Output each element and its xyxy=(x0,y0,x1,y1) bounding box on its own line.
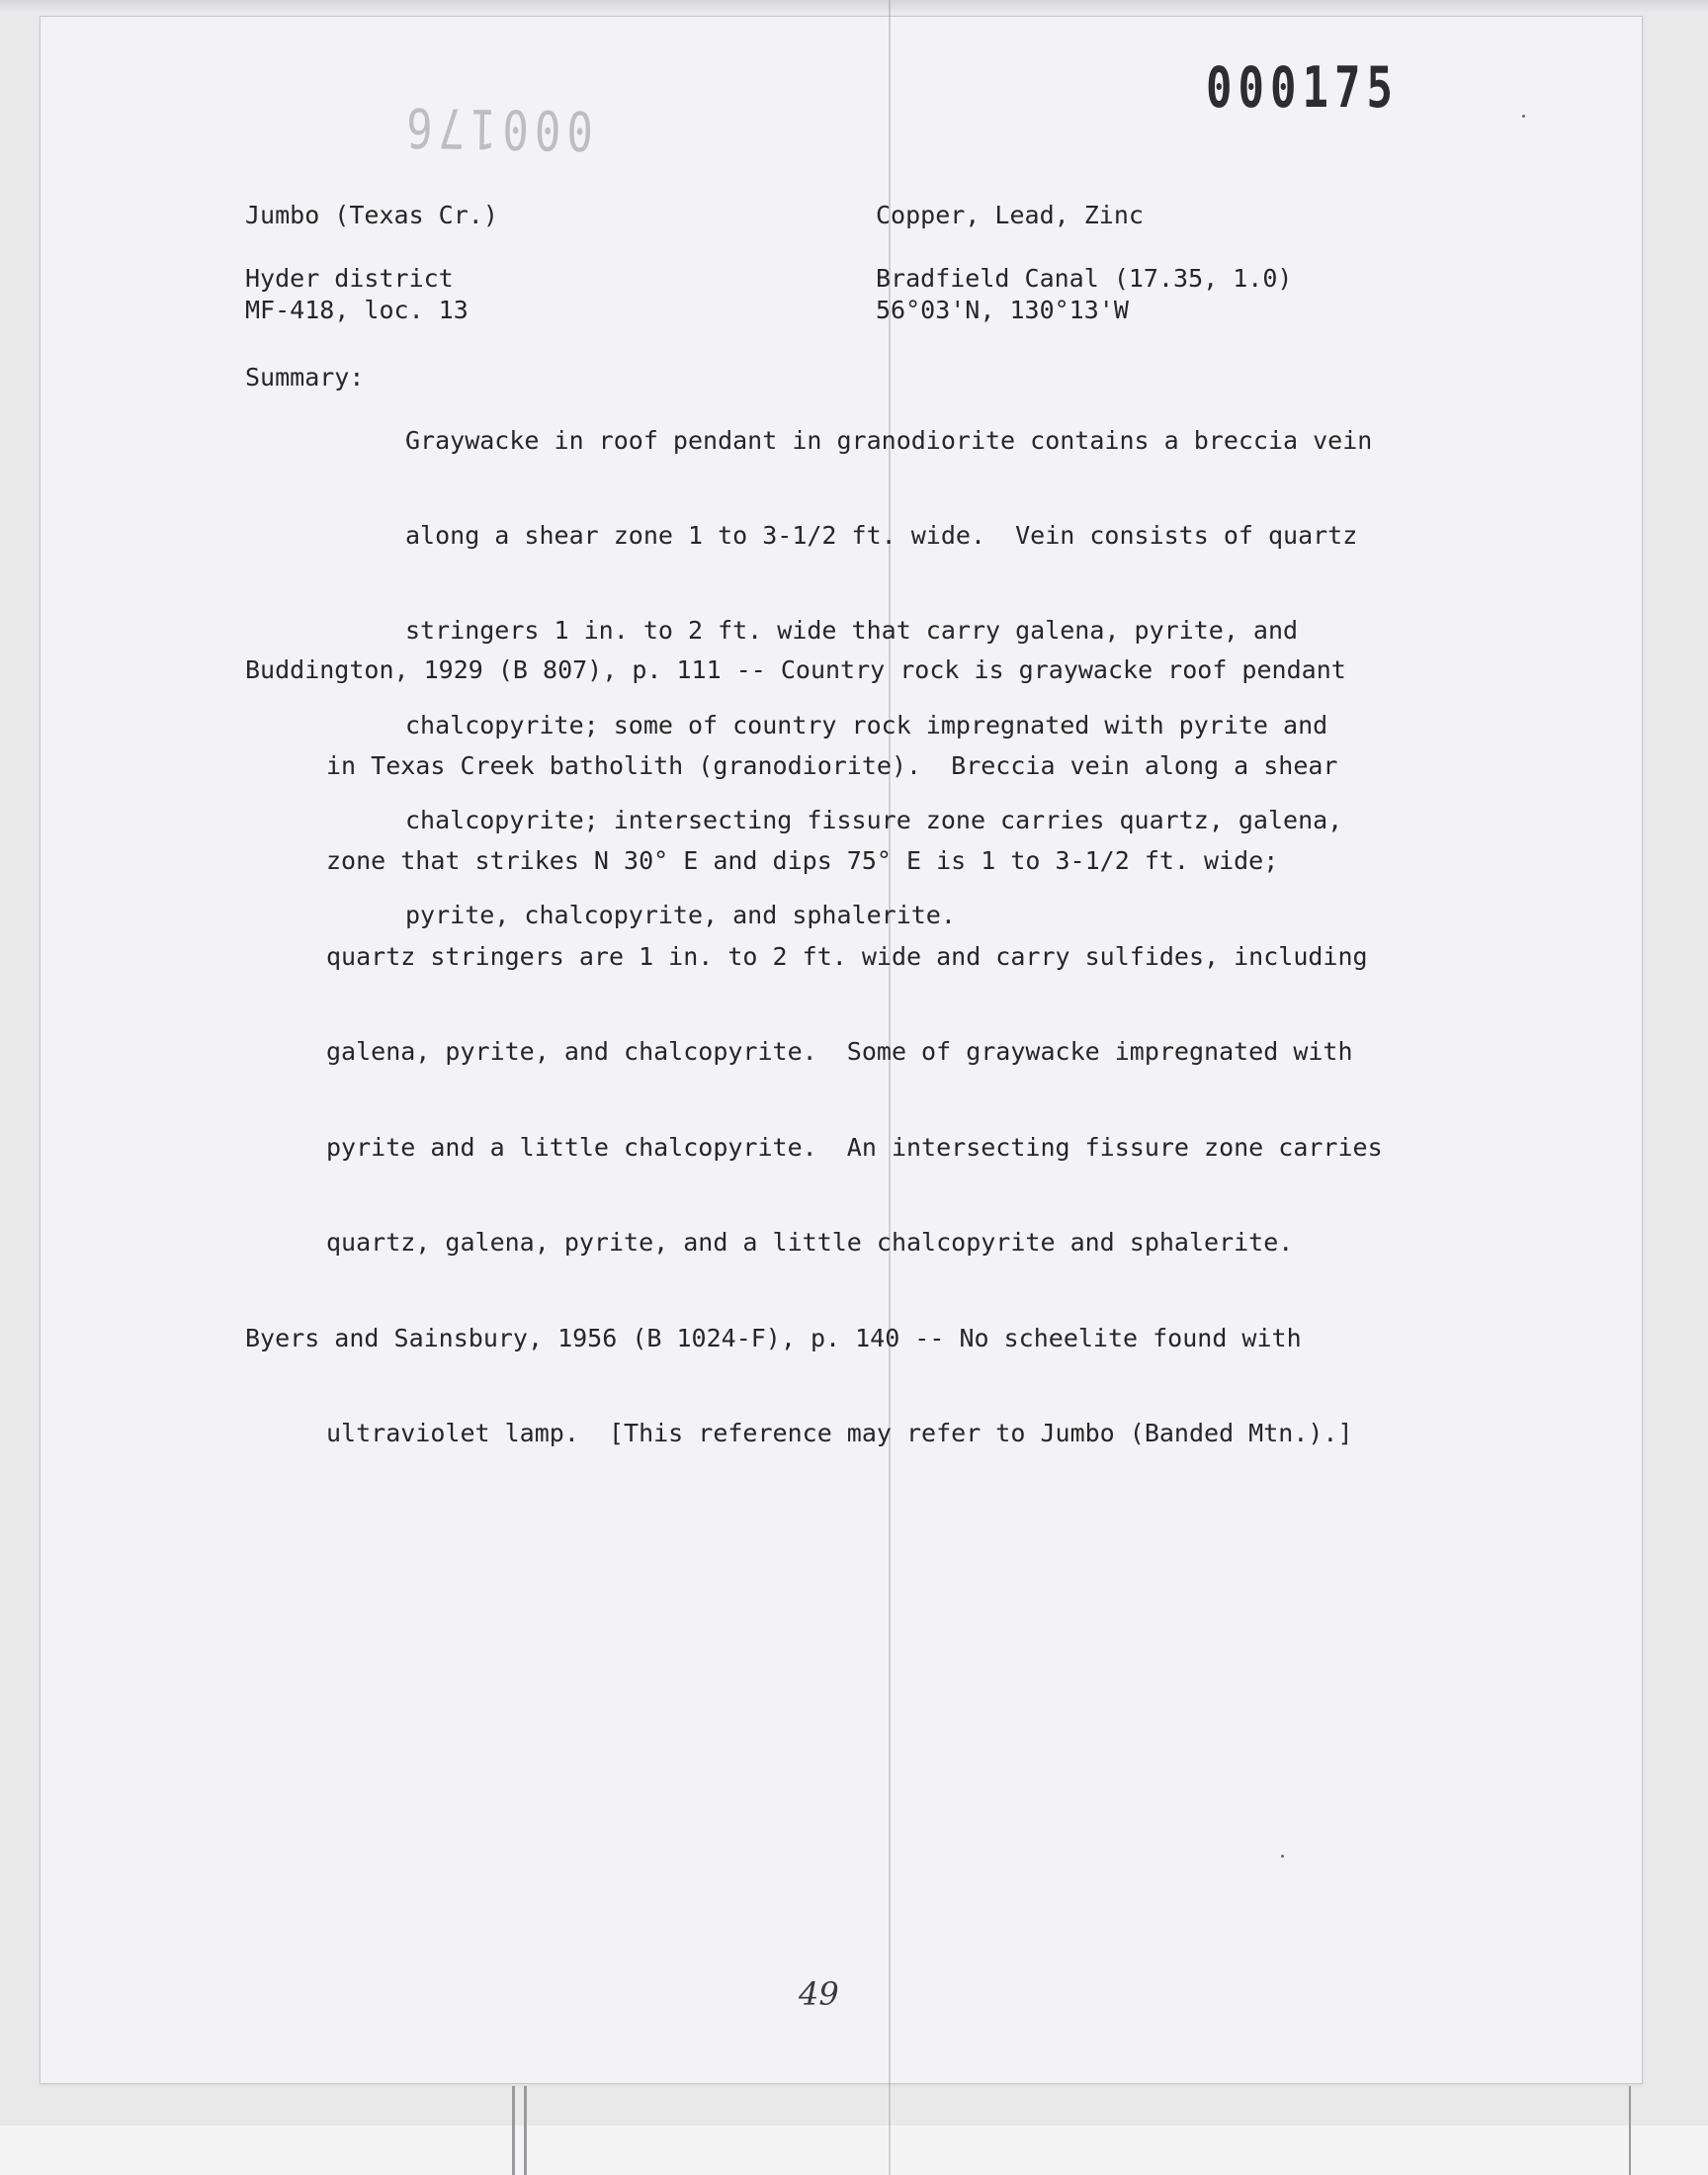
summary-line: pyrite, chalcopyrite, and sphalerite. xyxy=(405,901,956,929)
scan-edge-top xyxy=(0,0,1708,14)
district: Hyder district xyxy=(245,264,454,293)
edge-mark-right xyxy=(1629,2086,1631,2175)
reference-buddington xyxy=(245,591,1383,1482)
commodities: Copper, Lead, Zinc xyxy=(876,201,1144,229)
summary-line: chalcopyrite; some of country rock impregnated with pyrite and xyxy=(405,711,1328,740)
edge-mark-left xyxy=(512,2086,515,2175)
scan-speck xyxy=(1281,1855,1284,1858)
summary-line: Graywacke in roof pendant in granodiorite contains a breccia vein xyxy=(405,426,1373,455)
reference-line: ultraviolet lamp. [This reference may refer to Jumbo (Banded Mtn.).] xyxy=(326,1419,1353,1447)
reference-line: quartz, galena, pyrite, and a little chalcopyrite and sphalerite. xyxy=(326,1228,1294,1257)
scan-speck xyxy=(1522,115,1525,118)
reference-line: zone that strikes N 30° E and dips 75° E is 1 to 3-1/2 ft. wide; xyxy=(326,846,1279,875)
reference-line: pyrite and a little chalcopyrite. An intersecting fissure zone carries xyxy=(326,1132,1383,1162)
scan-edge-bottom xyxy=(0,2126,1708,2175)
summary-label: Summary: xyxy=(245,363,365,392)
reference-line: quartz stringers are 1 in. to 2 ft. wide and carry sulfides, including xyxy=(326,941,1368,971)
coordinates: 56°03'N, 130°13'W xyxy=(876,296,1129,324)
map-reference: MF-418, loc. 13 xyxy=(245,296,469,324)
reference-line: Buddington, 1929 (B 807), p. 111 -- Country rock is graywacke roof pendant xyxy=(245,655,1346,684)
deposit-name: Jumbo (Texas Cr.) xyxy=(245,201,498,229)
reference-line: in Texas Creek batholith (granodiorite). Breccia vein along a shear xyxy=(326,750,1338,780)
reference-line: galena, pyrite, and chalcopyrite. Some of graywacke impregnated with xyxy=(326,1037,1353,1066)
summary-line: along a shear zone 1 to 3-1/2 ft. wide. Vein consists of quartz xyxy=(405,521,1358,550)
page-stamp-ghost: 000176 xyxy=(399,94,594,162)
summary-line: chalcopyrite; intersecting fissure zone carries quartz, galena, xyxy=(405,806,1343,834)
page-number: 49 xyxy=(799,1975,839,2013)
edge-mark-left-2 xyxy=(524,2086,527,2175)
summary-line: stringers 1 in. to 2 ft. wide that carry galena, pyrite, and xyxy=(405,616,1299,645)
page-stamp-number: 000175 xyxy=(1206,55,1399,122)
quadrangle: Bradfield Canal (17.35, 1.0) xyxy=(876,264,1293,293)
reference-line: Byers and Sainsbury, 1956 (B 1024-F), p. 140 -- No scheelite found with xyxy=(245,1323,1302,1352)
